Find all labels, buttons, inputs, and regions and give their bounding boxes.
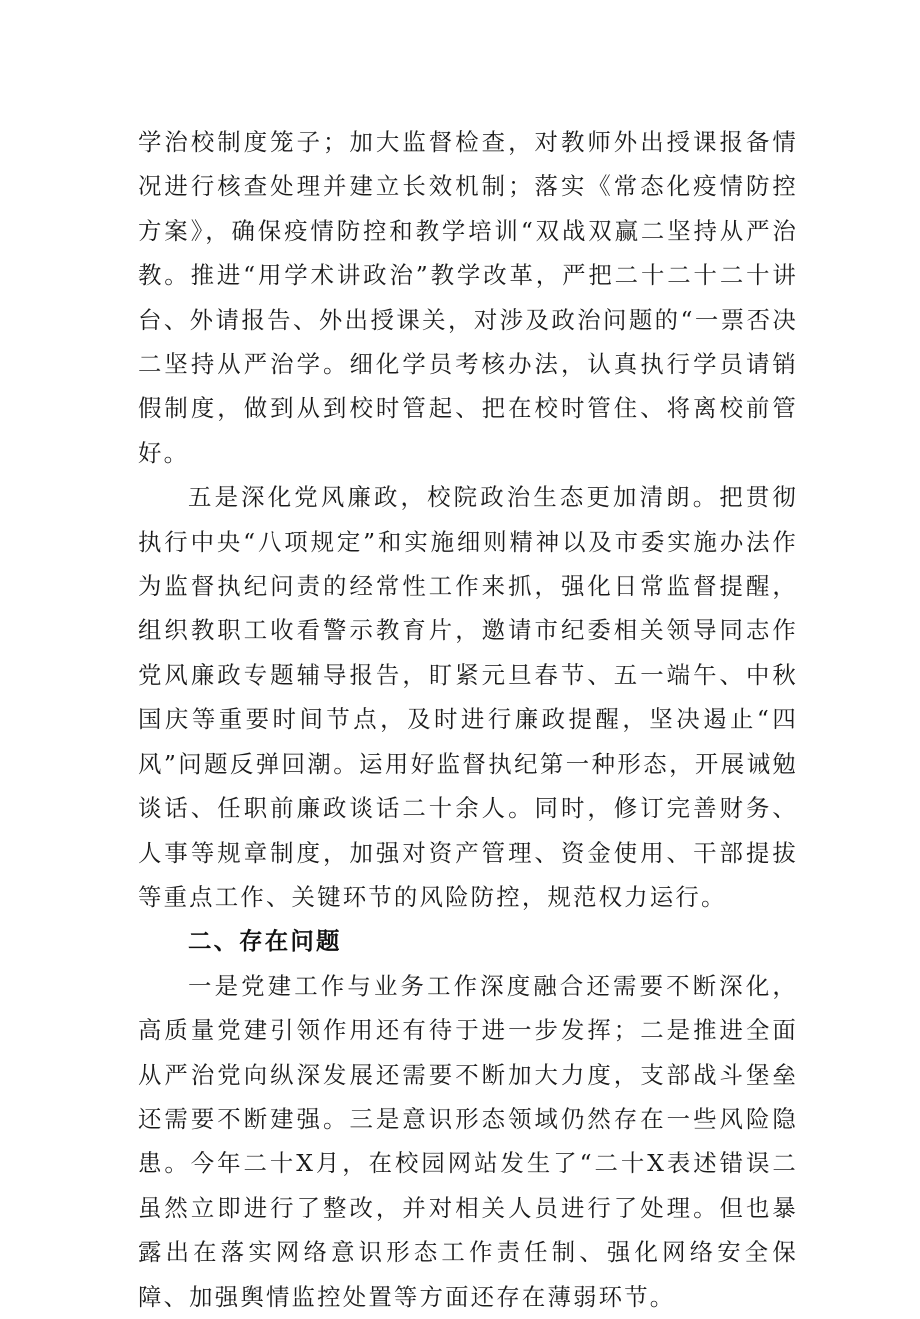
paragraph-problems: 一是党建工作与业务工作深度融合还需要不断深化，高质量党建引领作用还有待于进一步发挥；二是推进全面从严治党向纵深发展还需要不断加大力度，支部战斗堡垒还需要不断建强。三是意识形态领域仍然存在一些风险隐患。今年二十X月，在校园网站发生了“二十X表述错误二虽然立即进行了整改，并对相关人员进行了处理。但也暴露出在落实网络意识形态工作责任制、强化网络安全保障、加强舆情监控处置等方面还存在薄弱环节。 bbox=[138, 971, 798, 1311]
document-body bbox=[138, 120, 798, 1319]
paragraph-continued: 学治校制度笼子；加大监督检查，对教师外出授课报备情况进行核查处理并建立长效机制；落实《常态化疫情防控方案》，确保疫情防控和教学培训“双战双赢二坚持从严治教。推进“用学术讲政治”教学改革，严把二十二十二十讲台、外请报告、外出授课关，对涉及政治问题的“一票否决二坚持从严治学。细化学员考核办法，认真执行学员请销假制度，做到从到校时管起、把在校时管住、将离校前管好。 bbox=[138, 128, 798, 467]
paragraph-party-conduct: 五是深化党风廉政，校院政治生态更加清朗。把贯彻执行中央“八项规定”和实施细则精神以及市委实施办法作为监督执纪问责的经常性工作来抓，强化日常监督提醒，组织教职工收看警示教育片，邀请市纪委相关领导同志作党风廉政专题辅导报告，盯紧元旦春节、五一端午、中秋国庆等重要时间节点，及时进行廉政提醒，坚决遏止“四风”问题反弹回潮。运用好监督执纪第一种形态，开展诫勉谈话、任职前廉政谈话二十余人。同时，修订完善财务、人事等规章制度，加强对资产管理、资金使用、干部提拔等重点工作、关键环节的风险防控，规范权力运行。 bbox=[138, 483, 798, 911]
section-heading-existing-problems: 二、存在问题 bbox=[188, 927, 342, 956]
